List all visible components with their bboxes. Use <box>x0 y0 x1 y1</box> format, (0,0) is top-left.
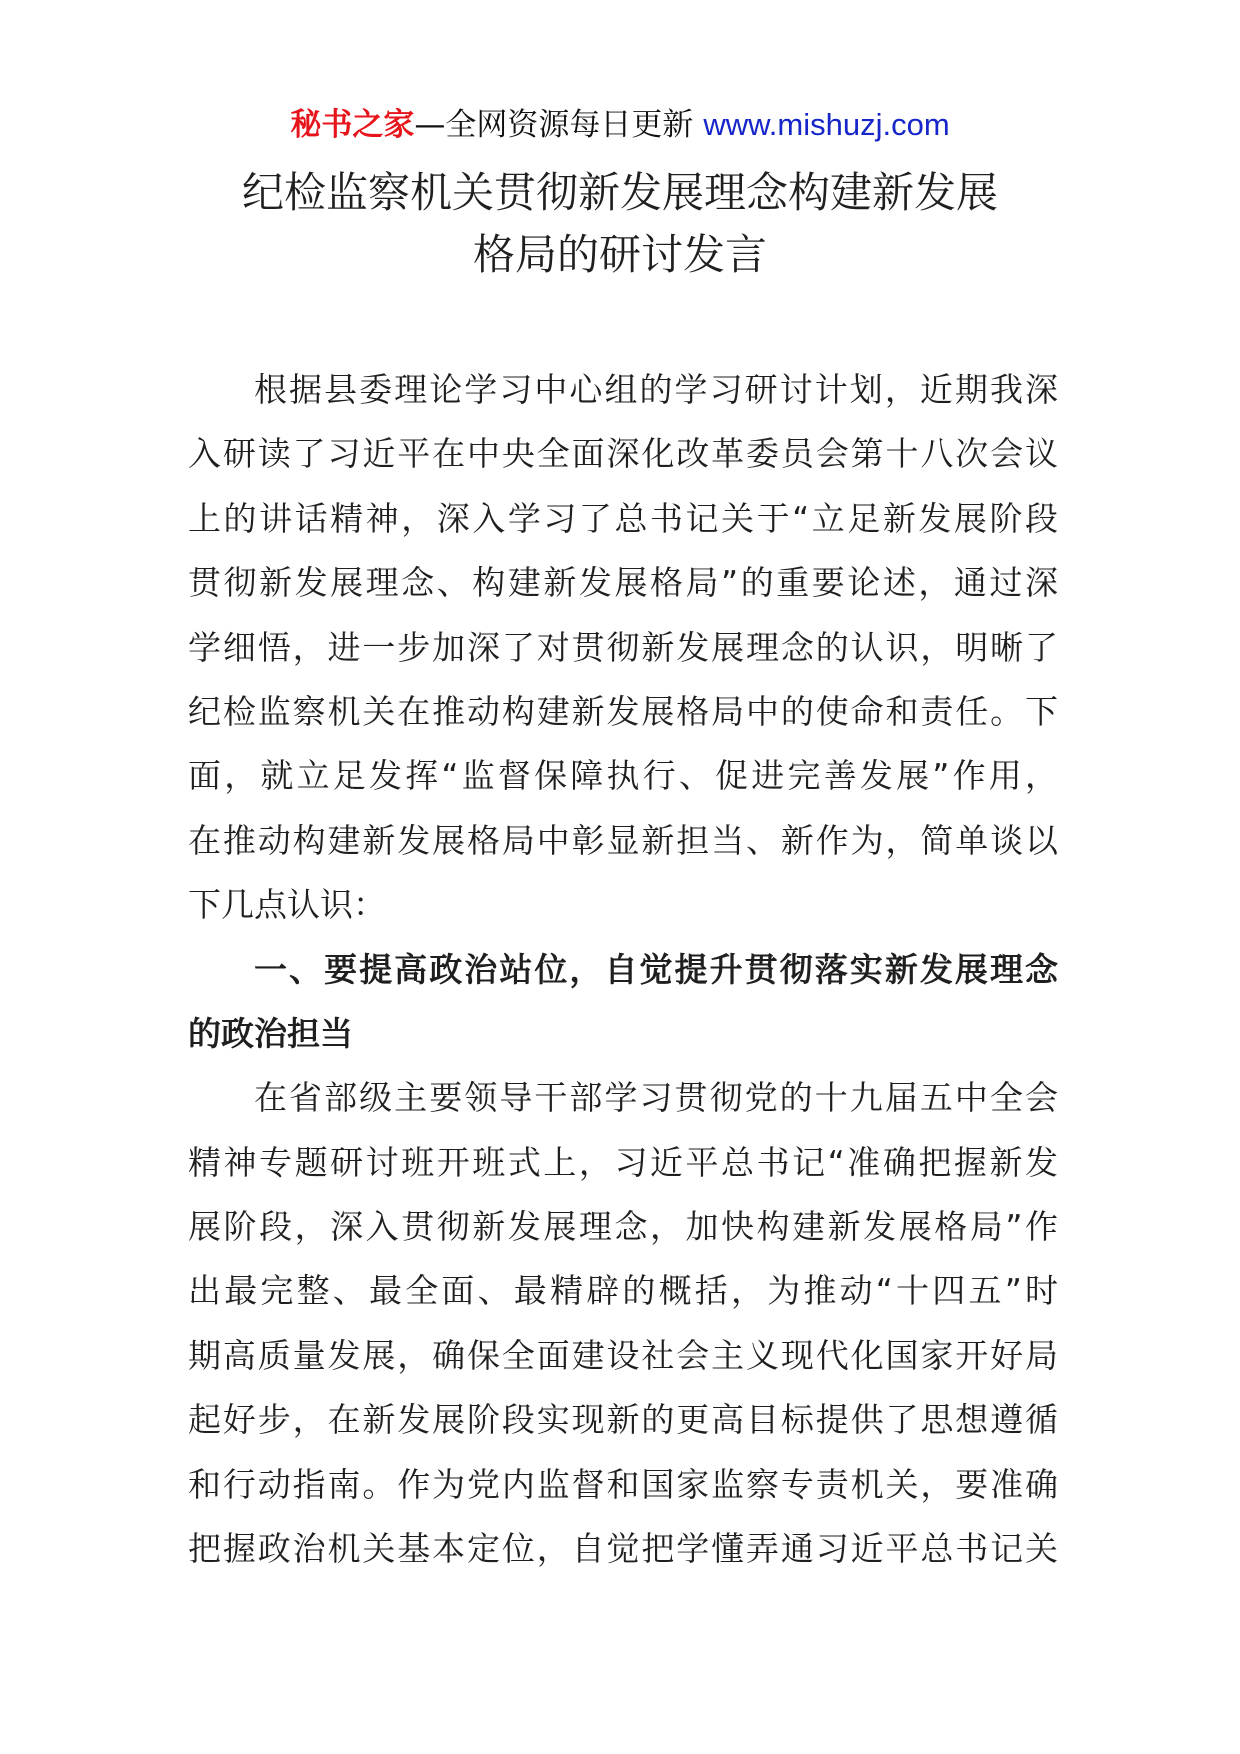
brand-name: 秘书之家 <box>290 107 415 143</box>
paragraph-1-line-2: 入研读了习近平在中央全面深化改革委员会第十八次会议 <box>188 434 1058 474</box>
paragraph-2-line-3: 展阶段，深入贯彻新发展理念，加快构建新发展格局”作 <box>188 1207 1058 1247</box>
paragraph-2-line-8: 把握政治机关基本定位，自觉把学懂弄通习近平总书记关 <box>188 1529 1058 1569</box>
paragraph-1-line-3: 上的讲话精神，深入学习了总书记关于“立足新发展阶段 <box>188 498 1058 538</box>
paragraph-1-line-8: 在推动构建新发展格局中彰显新担当、新作为，简单谈以 <box>188 820 1058 860</box>
paragraph-2-line-1: 在省部级主要领导干部学习贯彻党的十九届五中全会 <box>254 1078 1058 1118</box>
paragraph-2-line-4: 出最完整、最全面、最精辟的概括，为推动“十四五”时 <box>188 1271 1058 1311</box>
paragraph-2-line-5: 期高质量发展，确保全面建设社会主义现代化国家开好局 <box>188 1335 1058 1375</box>
banner-tagline: —全网资源每日更新 <box>414 107 694 143</box>
paragraph-1-line-5: 学细悟，进一步加深了对贯彻新发展理念的认识，明晰了 <box>188 627 1058 667</box>
paragraph-1-line-1: 根据县委理论学习中心组的学习研讨计划，近期我深 <box>254 370 1058 409</box>
document-body <box>188 358 1058 1581</box>
paragraph-1-line-7: 面，就立足发挥“监督保障执行、促进完善发展”作用， <box>188 756 1058 796</box>
website-link[interactable]: www.mishuzj.com <box>703 107 950 142</box>
paragraph-1-line-9: 下几点认识： <box>188 885 386 925</box>
document-title <box>0 162 1240 286</box>
paragraph-2-line-7: 和行动指南。作为党内监督和国家监察专责机关，要准确 <box>188 1464 1058 1504</box>
title-line-1: 纪检监察机关贯彻新发展理念构建新发展 <box>241 168 998 217</box>
paragraph-2-line-6: 起好步，在新发展阶段实现新的更高目标提供了思想遵循 <box>188 1400 1058 1440</box>
paragraph-1-line-4: 贯彻新发展理念、构建新发展格局”的重要论述，通过深 <box>188 563 1058 603</box>
title-line-2: 格局的研讨发言 <box>472 230 767 279</box>
paragraph-2-line-2: 精神专题研讨班开班式上，习近平总书记“准确把握新发 <box>188 1142 1058 1182</box>
section-heading-line-1: 一、要提高政治站位，自觉提升贯彻落实新发展理念 <box>254 949 1058 989</box>
section-heading-line-2: 的政治担当 <box>188 1013 353 1053</box>
paragraph-1-line-6: 纪检监察机关在推动构建新发展格局中的使命和责任。下 <box>188 691 1058 731</box>
header-banner <box>0 100 1240 150</box>
